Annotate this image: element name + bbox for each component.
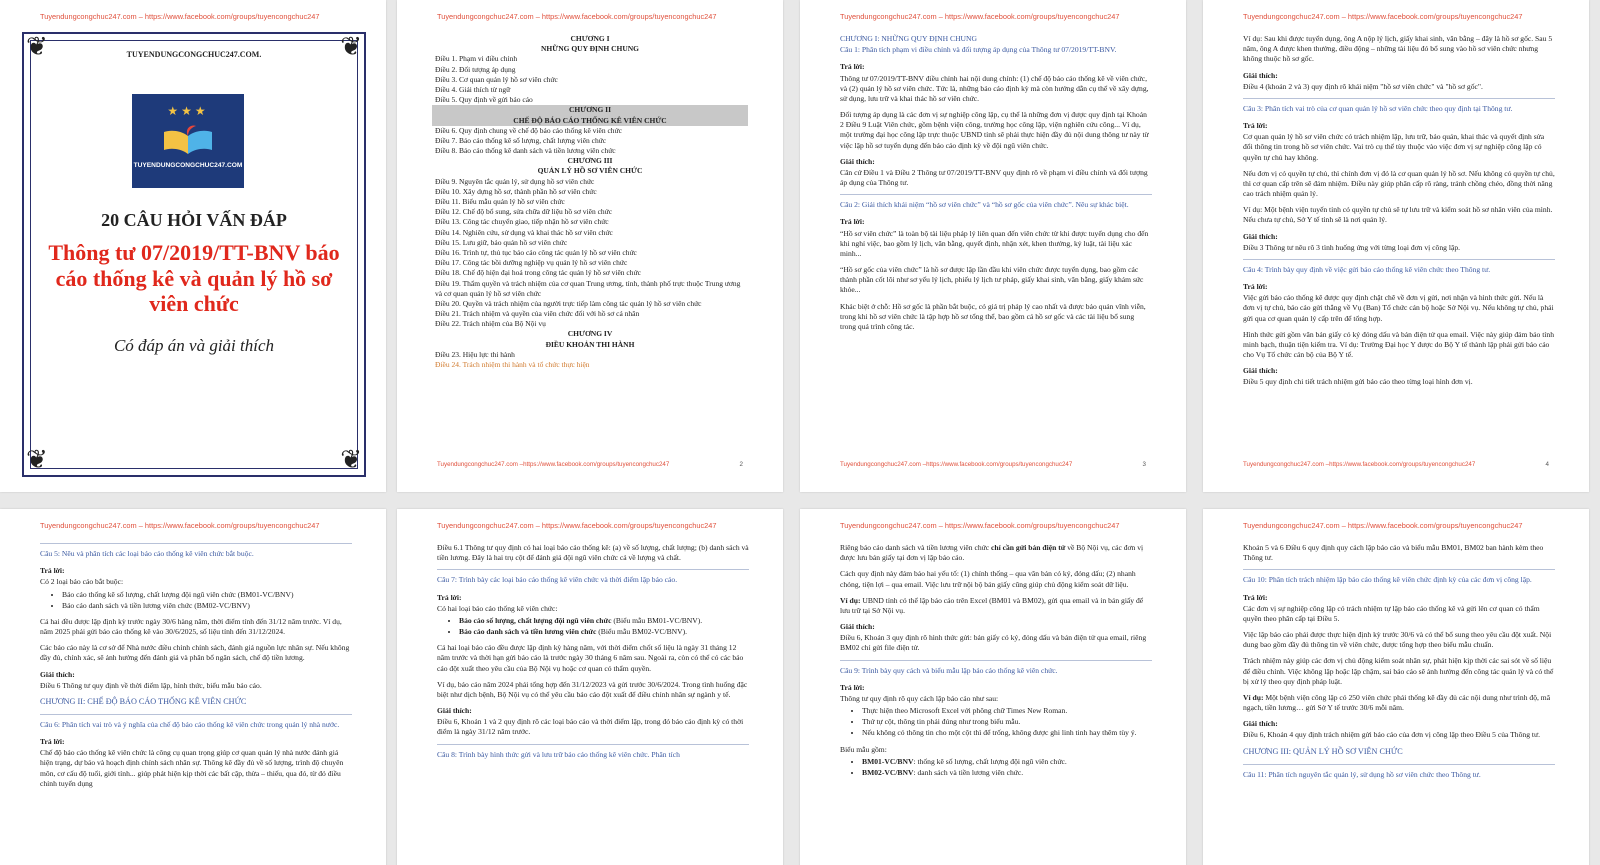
logo xyxy=(132,94,244,188)
paragraph: Cơ quan quản lý hồ sơ viên chức có trách nhiệm lập, lưu trữ, bảo quản, khai thác và quyết định sửa đổi thông tin trong hồ sơ viên chức. Vai trò cụ thể tùy thuộc vào việc đơn vị sự nghiệp công lập có quyền tự chủ hay không. xyxy=(1243,132,1545,162)
page-header: Tuyendungcongchuc247.com – https://www.facebook.com/groups/tuyencongchuc247 xyxy=(840,12,1120,21)
paragraph: Điều 3 Thông tư nêu rõ 3 tình huống ứng với từng loại đơn vị công lập. xyxy=(1243,242,1461,252)
ornament-icon: ❦ xyxy=(340,32,362,61)
page-header: Tuyendungcongchuc247.com – https://www.facebook.com/groups/tuyencongchuc247 xyxy=(40,521,320,530)
paragraph: Đối tượng áp dụng là các đơn vị sự nghiệp công lập, cụ thể là những đơn vị được quy định tại Khoản 2 Điều 9 Luật Viên chức, gồm bệnh viện công, trường học công lập, viện nghiên cứu công... Ví dụ, một trường đại học công lập trực thuộc UBND tỉnh sẽ phải thực hiện đầy đủ nội dung thông tư này từ việc lập hồ sơ tuyển dụng đến báo cáo định kỳ về đội ngũ viên chức. xyxy=(840,110,1149,150)
question-heading: Câu 2: Giải thích khái niệm “hồ sơ viên chức” và “hồ sơ gốc của viên chức”. Nêu sự khác biệt. xyxy=(840,194,1152,210)
list-item-text: (Biểu mẫu BM01-VC/BNV). xyxy=(611,615,703,625)
paragraph: Căn cứ Điều 1 và Điều 2 Thông tư 07/2019/TT-BNV quy định rõ về phạm vi điều chỉnh và đối tượng áp dụng của Thông tư. xyxy=(840,167,1148,188)
list-item-text: : thống kê số lượng, chất lượng đội ngũ viên chức. xyxy=(913,756,1067,766)
paragraph: Điều 6, Khoản 4 quy định trách nhiệm gửi báo cáo của đơn vị công lập theo Điều 5 của Thông tư. xyxy=(1243,730,1541,740)
question-heading: Câu 9: Trình bày quy cách và biểu mẫu lập báo cáo thống kê viên chức. xyxy=(840,660,1152,676)
page-body xyxy=(840,543,1152,784)
page-footer xyxy=(840,461,1146,468)
page-header: Tuyendungcongchuc247.com – https://www.facebook.com/groups/tuyencongchuc247 xyxy=(840,521,1120,530)
toc-item: Điều 1. Phạm vi điều chỉnh xyxy=(435,54,518,64)
page-header: Tuyendungcongchuc247.com – https://www.facebook.com/groups/tuyencongchuc247 xyxy=(1243,12,1523,21)
paragraph: Điều 6, Khoản 3 quy định rõ hình thức gửi: bản giấy có ký, đóng dấu và bản điện tử qua email, riêng BM02 chỉ gửi file điện tử. xyxy=(840,633,1147,653)
toc-item: Điều 9. Nguyên tắc quản lý, sử dụng hồ sơ viên chức xyxy=(435,176,595,186)
paragraph: Có 2 loại báo cáo bắt buộc: xyxy=(40,577,124,587)
paragraph xyxy=(1243,693,1555,713)
chapter-title: NHỮNG QUY ĐỊNH CHUNG xyxy=(541,44,639,54)
paragraph: Cách quy định này đảm bảo hai yếu tố: (1) chính thống – qua văn bản có ký, đóng dấu; (2) nhanh chóng, tiện lợi – qua email. Việc lưu trữ nội bộ bản giấy cũng giúp chủ động kiểm soát dữ liệu. xyxy=(840,569,1136,589)
toc-item: Điều 4. Giải thích từ ngữ xyxy=(435,84,511,94)
paragraph: Nếu đơn vị có quyền tự chủ, thì chính đơn vị đó là cơ quan quản lý hồ sơ. Nếu không có quyền tự chủ, thì cơ quan cấp trên sẽ đảm nhiệm. Điều này giúp phân cấp rõ ràng, tránh chồng chéo, đồng thời nâng cao trách nhiệm quản lý. xyxy=(1243,168,1555,199)
paragraph: Có hai loại báo cáo thống kê viên chức: xyxy=(437,603,558,613)
toc-item: Điều 5. Quy định về gửi báo cáo xyxy=(435,95,533,105)
chapter-heading: CHƯƠNG III: QUẢN LÝ HỒ SƠ VIÊN CHỨC xyxy=(1243,746,1403,756)
list-item-text: : danh sách và tiền lương viên chức. xyxy=(913,767,1024,777)
chapter-title: QUẢN LÝ HỒ SƠ VIÊN CHỨC xyxy=(537,166,643,176)
stars-icon: ★★★ xyxy=(167,104,209,118)
question-heading: Câu 6: Phân tích vai trò và ý nghĩa của chế độ báo cáo thống kê viên chức trong quản lý nhà nước. xyxy=(40,714,352,730)
chapter-title: CHẾ ĐỘ BÁO CÁO THỐNG KÊ VIÊN CHỨC xyxy=(513,115,667,125)
question-heading: Câu 10: Phân tích trách nhiệm lập báo cáo thống kê viên chức định kỳ của các đơn vị công lập. xyxy=(1243,569,1555,585)
page-body xyxy=(437,543,749,767)
answer-label: Trả lời: xyxy=(1243,282,1268,292)
answer-label: Trả lời: xyxy=(1243,592,1268,602)
answer-label: Trả lời: xyxy=(1243,121,1268,131)
paragraph: Hình thức gửi gồm văn bản giấy có ký đóng dấu và bản điện tử qua email. Việc này giúp đảm bảo tính minh bạch, thuận tiện kiểm tra. Ví dụ: Trường Đại học Y được do Bộ Y tế thành lập phải gửi báo cáo cho Vụ Tổ chức cán bộ của Bộ Y tế. xyxy=(1243,329,1555,360)
bold-text: BM02-VC/BNV xyxy=(862,767,914,777)
list-item xyxy=(862,757,1152,767)
ornament-icon: ❦ xyxy=(26,32,48,61)
bold-text: chỉ cần gửi bản điện tử xyxy=(991,543,1066,552)
toc-item: Điều 8. Báo cáo thống kê danh sách và tiền lương viên chức xyxy=(435,146,616,156)
toc-item: Điều 22. Trách nhiệm của Bộ Nội vụ xyxy=(435,319,546,329)
page-footer xyxy=(1243,461,1549,468)
paragraph: “Hồ sơ gốc của viên chức” là hồ sơ được lập lần đầu khi viên chức được tuyển dụng, bao gồm các thành phần cốt lõi như sơ yếu lý lịch, phiếu lý lịch tư pháp, giấy khai sinh, văn bằng, giấy khám sức khỏe... xyxy=(840,265,1144,295)
toc-item: Điều 19. Thẩm quyền và trách nhiệm của cơ quan Trung ương, tỉnh, thành phố trực thuộc Trung ương và cơ quan quản lý hồ sơ viên chức xyxy=(435,278,741,298)
page-header: Tuyendungcongchuc247.com – https://www.facebook.com/groups/tuyencongchuc247 xyxy=(1243,521,1523,530)
paragraph: Điều 4 (khoản 2 và 3) quy định rõ khái niệm "hồ sơ viên chức" và "hồ sơ gốc". xyxy=(1243,81,1483,91)
paragraph xyxy=(840,596,1152,616)
chapter-heading: CHƯƠNG II xyxy=(568,105,611,115)
explain-label: Giải thích: xyxy=(1243,231,1278,241)
chapter-heading: CHƯƠNG III xyxy=(567,156,613,166)
explain-label: Giải thích: xyxy=(840,622,875,632)
cover-subtitle: Có đáp án và giải thích xyxy=(113,336,275,355)
bullet-list xyxy=(459,616,749,637)
explain-label: Giải thích: xyxy=(40,669,75,679)
toc-item: Điều 23. Hiệu lực thi hành xyxy=(435,349,515,359)
toc-item: Điều 20. Quyền và trách nhiệm của người trực tiếp làm công tác quản lý hồ sơ viên chức xyxy=(435,298,702,308)
paragraph: Việc gửi báo cáo thống kê được quy định chặt chẽ về đơn vị gửi, nơi nhận và hình thức gửi. Nếu là đơn vị tự chủ, báo cáo gửi thẳng về Vụ (Ban) Tổ chức cán bộ hoặc Sở Nội vụ. Nếu không tự chủ, phải gửi qua cơ quan quản lý cấp trên để tổng hợp. xyxy=(1243,293,1554,323)
text-span: về Bộ Nội vụ, các đơn vị được lưu bản giấy tại đơn vị lập báo cáo. xyxy=(840,543,1144,563)
cover-main-title: Thông tư 07/2019/TT-BNV báo cáo thống kê và quản lý hồ sơ viên chức xyxy=(48,240,340,317)
paragraph: Các báo cáo này là cơ sở để Nhà nước điều chỉnh chính sách, đánh giá nguồn lực nhân sự. Nếu không đầy đủ, chính xác, sẽ ảnh hưởng đến đánh giá và phân bổ ngân sách, chế độ tiền lương. xyxy=(40,643,350,663)
toc-item: Điều 2. Đối tượng áp dụng xyxy=(435,64,516,74)
answer-label: Trả lời: xyxy=(40,566,65,576)
answer-label: Trả lời: xyxy=(40,737,65,747)
paragraph: Ví dụ: Một bệnh viện tuyến tỉnh có quyền tự chủ sẽ tự lưu trữ và kiểm soát hồ sơ nhân viên của mình. Nếu chưa tự chủ, Sở Y tế tỉnh sẽ là nơi quản lý. xyxy=(1243,205,1553,225)
toc-item: Điều 15. Lưu giữ, bảo quản hồ sơ viên chức xyxy=(435,237,568,247)
ornament-icon: ❦ xyxy=(340,445,362,474)
toc-item: Điều 3. Cơ quan quản lý hồ sơ viên chức xyxy=(435,74,558,84)
question-heading: Câu 1: Phân tích phạm vi điều chỉnh và đối tượng áp dụng của Thông tư 07/2019/TT-BNV. xyxy=(840,45,1117,55)
paragraph: Ví dụ: Sau khi được tuyển dụng, ông A nộp lý lịch, giấy khai sinh, văn bằng – đây là hồ sơ gốc. Sau 5 năm, ông A được khen thưởng, điều động – những tài liệu đó bổ sung vào hồ sơ viên chức nhưng không thuộc hồ sơ gốc. xyxy=(1243,34,1553,64)
question-heading: Câu 7: Trình bày các loại báo cáo thống kê viên chức và thời điểm lập báo cáo. xyxy=(437,569,749,585)
cover-frame xyxy=(22,32,366,477)
list-item xyxy=(862,768,1152,778)
bold-text: Báo cáo danh sách và tiền lương viên chức xyxy=(459,627,597,637)
text-span: UBND tỉnh có thể lập báo cáo trên Excel (BM01 và BM02), gửi qua email và in bản giấy để lưu trữ tại Sở Nội vụ. xyxy=(840,595,1144,615)
paragraph: Điều 6 Thông tư quy định về thời điểm lập, hình thức, biểu mẫu báo cáo. xyxy=(40,680,262,690)
answer-label: Trả lời: xyxy=(840,682,865,692)
chapter-heading: CHƯƠNG I: NHỮNG QUY ĐỊNH CHUNG xyxy=(840,34,978,43)
bold-text: Ví dụ: xyxy=(840,595,861,605)
page-number: 2 xyxy=(739,461,743,468)
chapter-block-highlighted xyxy=(432,105,748,125)
chapter-heading: CHƯƠNG I xyxy=(570,34,610,43)
paragraph: Khoản 5 và 6 Điều 6 quy định quy cách lập báo cáo và biểu mẫu BM01, BM02 ban hành kèm theo Thông tư. xyxy=(1243,543,1544,563)
bold-text: Báo cáo số lượng, chất lượng đội ngũ viên chức xyxy=(459,615,612,625)
page-header: Tuyendungcongchuc247.com – https://www.facebook.com/groups/tuyencongchuc247 xyxy=(40,12,320,21)
paragraph: Khác biệt ở chỗ: Hồ sơ gốc là phần bắt buộc, có giá trị pháp lý cao nhất và được bảo quản vĩnh viễn, trong khi hồ sơ viên chức là tập hợp hồ sơ tổng thể, bao gồm cả hồ sơ gốc và các tài liệu bổ sung trong quá trình công tác. xyxy=(840,301,1146,331)
toc-item: Điều 21. Trách nhiệm và quyền của viên chức đối với hồ sơ cá nhân xyxy=(435,309,640,319)
list-item: • Báo cáo thống kê số lượng, chất lượng đội ngũ viên chức (BM01-VC/BNV) xyxy=(62,590,352,600)
list-item: • Nếu không có thông tin cho một cột thì để trống, không được ghi linh tinh hay thêm tùy ý. xyxy=(862,728,1152,738)
paragraph: Chế độ báo cáo thống kê viên chức là công cụ quan trọng giúp cơ quan quản lý nhà nước đánh giá hiện trạng, dự báo và hoạch định chính sách nhân sự. Thông kê đầy đủ về số lượng, trình độ chuyên môn, cơ cấu độ tuổi, giới tính... giúp phát hiện kịp thời các bất cập, thừa – thiếu, qua đó, từ đó điều chỉnh tuyển dụng xyxy=(40,748,344,788)
open-book-icon xyxy=(162,124,214,156)
document-page-5 xyxy=(0,509,386,865)
toc-item: Điều 10. Xây dựng hồ sơ, thành phần hồ sơ viên chức xyxy=(435,186,597,196)
question-heading: Câu 4: Trình bày quy định về việc gửi báo cáo thống kê viên chức theo Thông tư. xyxy=(1243,259,1555,275)
bold-text: BM01-VC/BNV xyxy=(862,756,914,766)
page-body xyxy=(840,34,1152,338)
page-body xyxy=(1243,543,1555,787)
page-number: 4 xyxy=(1545,461,1549,468)
chapter-heading: CHƯƠNG II: CHẾ ĐỘ BÁO CÁO THỐNG KÊ VIÊN CHỨC xyxy=(40,696,247,706)
bullet-list xyxy=(862,706,1152,739)
toc-item: Điều 12. Chế độ bổ sung, sửa chữa dữ liệu hồ sơ viên chức xyxy=(435,207,613,217)
paragraph: Cả hai loại báo cáo đều được lập định kỳ hàng năm, với thời điểm chốt số liệu là ngày 31 tháng 12 năm trước và thời hạn gửi báo cáo là trước ngày 30 tháng 6 năm sau. Ngoài ra, còn có thể có các báo cáo đột xuất theo yêu cầu của Bộ Nội vụ hoặc cơ quan có thẩm quyền. xyxy=(437,643,744,673)
footer-text: Tuyendungcongchuc247.com –https://www.facebook.com/groups/tuyencongchuc247 xyxy=(437,461,670,468)
document-page-6 xyxy=(397,509,783,865)
document-page-1 xyxy=(0,0,386,492)
paragraph: Điều 6, Khoản 1 và 2 quy định rõ các loại báo cáo và thời điểm lập, trong đó báo cáo định kỳ có thời điểm là ngày 31/12 năm trước. xyxy=(437,717,744,737)
toc-item: Điều 24. Trách nhiệm thi hành và tổ chức thực hiện xyxy=(435,360,590,369)
paragraph: Trách nhiệm này giúp các đơn vị chủ động kiểm soát nhân sự, phát hiện kịp thời các sai sót về số liệu để điều chỉnh. Việc không lập hoặc lập chậm, sai báo cáo sẽ ảnh hưởng đến công tác quản lý và có thể bị xử lý theo quy định pháp luật. xyxy=(1243,656,1554,686)
ornament-icon: ❦ xyxy=(26,445,48,474)
paragraph: Thông tư quy định rõ quy cách lập báo cáo như sau: xyxy=(840,693,999,703)
list-item: • Thực hiện theo Microsoft Excel với phông chữ Times New Roman. xyxy=(862,706,1152,716)
toc-item: Điều 11. Biểu mẫu quản lý hồ sơ viên chức xyxy=(435,197,565,206)
paragraph: Biểu mẫu gồm: xyxy=(840,744,887,754)
paragraph: “Hồ sơ viên chức” là toàn bộ tài liệu pháp lý liên quan đến viên chức từ khi được tuyển dụng cho đến khi nghỉ việc, bao gồm lý lịch, văn bằng, quyết định, nhận xét, khen thưởng, kỷ luật, tài liệu xác minh... xyxy=(840,228,1149,258)
document-page-3 xyxy=(800,0,1186,492)
logo-brand: TUYENDUNGCONGCHUC247.COM xyxy=(133,162,243,169)
text-span: Riêng báo cáo danh sách và tiền lương viên chức xyxy=(840,543,991,552)
toc-item: Điều 18. Chế độ hiện đại hoá trong công tác quản lý hồ sơ viên chức xyxy=(435,268,641,278)
cover-site: TUYENDUNGCONGCHUC247.COM. xyxy=(126,50,262,59)
toc-item: Điều 7. Báo cáo thống kê số lượng, chất lượng viên chức xyxy=(435,135,607,145)
table-of-contents xyxy=(435,34,745,370)
question-heading: Câu 11: Phân tích nguyên tắc quản lý, sử dụng hồ sơ viên chức theo Thông tư. xyxy=(1243,764,1555,780)
toc-item: Điều 6. Quy định chung về chế độ báo cáo thống kê viên chức xyxy=(435,125,622,135)
document-page-2 xyxy=(397,0,783,492)
text-span: Một bệnh viện công lập có 250 viên chức phải thống kê đầy đủ các nội dung như trình độ, mã ngạch, tiền lương… gửi Sở Y tế trước 30/6 mỗi năm. xyxy=(1243,692,1551,713)
explain-label: Giải thích: xyxy=(840,156,875,166)
explain-label: Giải thích: xyxy=(1243,719,1278,729)
list-item xyxy=(459,616,749,626)
chapter-title: ĐIỀU KHOẢN THI HÀNH xyxy=(545,339,635,349)
cover-title: 20 CÂU HỎI VẤN ĐÁP xyxy=(101,210,287,230)
paragraph: Điều 6.1 Thông tư quy định có hai loại báo cáo thống kê: (a) về số lượng, chất lượng; (b) danh sách và tiền lương. Đây là hai trụ cột để đánh giá đội ngũ viên chức cả về lượng và chất. xyxy=(437,543,749,563)
page-header: Tuyendungcongchuc247.com – https://www.facebook.com/groups/tuyencongchuc247 xyxy=(437,12,717,21)
paragraph: Ví dụ, báo cáo năm 2024 phải tổng hợp đến 31/12/2023 và gửi trước 30/6/2024. Trong tình huống đặc biệt như dịch bệnh, Bộ Nội vụ có thể yêu cầu báo cáo đột xuất để điều chỉnh nhân sự ngành y tế. xyxy=(437,679,748,699)
toc-item: Điều 14. Nghiên cứu, sử dụng và khai thác hồ sơ viên chức xyxy=(435,227,613,237)
explain-label: Giải thích: xyxy=(437,706,472,716)
document-page-8 xyxy=(1203,509,1589,865)
bullet-list xyxy=(62,590,352,611)
paragraph: Các đơn vị sự nghiệp công lập có trách nhiệm tự lập báo cáo thống kê và gửi lên cơ quan có thẩm quyền theo phân cấp tại Điều 5. xyxy=(1243,603,1540,623)
bold-text: Ví dụ: xyxy=(1243,692,1264,702)
footer-text: Tuyendungcongchuc247.com –https://www.facebook.com/groups/tuyencongchuc247 xyxy=(840,461,1073,468)
toc-item: Điều 17. Công tác bồi dưỡng nghiệp vụ quản lý hồ sơ viên chức xyxy=(435,258,628,268)
question-heading: Câu 3: Phân tích vai trò của cơ quan quản lý hồ sơ viên chức theo quy định tại Thông tư. xyxy=(1243,98,1555,114)
bullet-list xyxy=(862,757,1152,778)
answer-label: Trả lời: xyxy=(840,217,865,227)
question-heading: Câu 5: Nêu và phân tích các loại báo cáo thống kê viên chức bắt buộc. xyxy=(40,543,352,559)
page-header: Tuyendungcongchuc247.com – https://www.facebook.com/groups/tuyencongchuc247 xyxy=(437,521,717,530)
question-heading: Câu 8: Trình bày hình thức gửi và lưu trữ báo cáo thống kê viên chức. Phân tích xyxy=(437,744,749,760)
paragraph xyxy=(840,543,1152,563)
footer-text: Tuyendungcongchuc247.com –https://www.facebook.com/groups/tuyencongchuc247 xyxy=(1243,461,1476,468)
paragraph: Điều 5 quy định chi tiết trách nhiệm gửi báo cáo theo từng loại hình đơn vị. xyxy=(1243,377,1473,387)
list-item: • Thứ tự cột, thông tin phải đúng như trong biểu mẫu. xyxy=(862,717,1152,727)
page-body xyxy=(40,543,352,795)
answer-label: Trả lời: xyxy=(437,592,462,602)
answer-label: Trả lời: xyxy=(840,62,865,72)
paragraph: Việc lập báo cáo phải được thực hiện định kỳ trước 30/6 và có thể bổ sung theo yêu cầu đột xuất. Nội dung bao gồm đầy đủ thông tin về viên chức, được tổng hợp theo biểu mẫu chuẩn. xyxy=(1243,630,1552,650)
toc-item: Điều 16. Trình tự, thủ tục bảo cáo công tác quản lý hồ sơ viên chức xyxy=(435,247,637,257)
paragraph: Thông tư 07/2019/TT-BNV điều chỉnh hai nội dung chính: (1) chế độ báo cáo thống kê về viên chức, và (2) quản lý hồ sơ viên chức. Tức là, những báo cáo định kỳ mà còn hướng dẫn cụ thể về xây dựng, sử dụng, lưu trữ và khai thác hồ sơ viên chức. xyxy=(840,73,1149,103)
chapter-heading: CHƯƠNG IV xyxy=(567,329,613,339)
page-body xyxy=(1243,34,1555,394)
list-item xyxy=(459,627,749,637)
page-number: 3 xyxy=(1142,461,1146,468)
list-item-text: (Biểu mẫu BM02-VC/BNV). xyxy=(596,627,688,637)
document-page-7 xyxy=(800,509,1186,865)
explain-label: Giải thích: xyxy=(1243,70,1278,80)
document-page-4 xyxy=(1203,0,1589,492)
toc-item: Điều 13. Công tác chuyển giao, tiếp nhận hồ sơ viên chức xyxy=(435,217,609,227)
page-footer xyxy=(437,461,743,468)
paragraph: Cả hai đều được lập định kỳ trước ngày 30/6 hàng năm, thời điểm tính đến 31/12 năm trước. Ví dụ, năm 2025 phải gửi báo cáo thống kê vào 30/6/2025, số liệu tính đến 31/12/2024. xyxy=(40,616,342,637)
explain-label: Giải thích: xyxy=(1243,366,1278,376)
list-item: • Báo cáo danh sách và tiền lương viên chức (BM02-VC/BNV) xyxy=(62,601,352,611)
